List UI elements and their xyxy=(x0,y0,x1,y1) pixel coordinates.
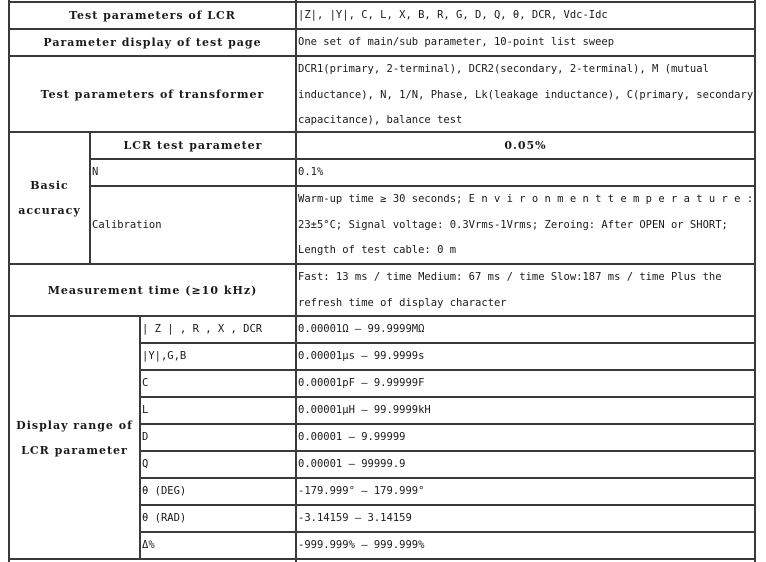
row-label-param-display: Parameter display of test page xyxy=(43,36,262,49)
basic-accuracy-line1: Basic xyxy=(30,179,69,192)
basic-accuracy-line2: accuracy xyxy=(18,204,81,217)
range-value: -3.14159 — 3.14159 xyxy=(298,512,412,524)
row-value-param-display: One set of main/sub parameter, 10-point list sweep xyxy=(298,36,615,48)
range-param: |Y|,G,B xyxy=(142,350,187,362)
lcr-test-param-value: 0.05% xyxy=(504,139,547,152)
range-param: C xyxy=(142,377,149,389)
range-param: θ (RAD) xyxy=(142,512,187,524)
row-value-transformer-params: DCR1(primary, 2-terminal), DCR2(secondary, 2-terminal), M (mutual inductance), N, 1/N, Phase, Lk(leakage inductance), C(primary, secondary capacitance), balance test xyxy=(298,63,754,126)
range-value: -999.999% — 999.999% xyxy=(298,539,425,551)
n-accuracy-label: N xyxy=(92,166,99,178)
range-param: Δ% xyxy=(142,539,155,551)
n-accuracy-value: 0.1% xyxy=(298,166,324,178)
range-value: 0.00001 — 99999.9 xyxy=(298,458,406,470)
display-range-line2: LCR parameter xyxy=(21,443,128,457)
display-range-line1: Display range of xyxy=(16,418,133,432)
measurement-time-value: Fast: 13 ms / time Medium: 67 ms / time Slow:187 ms / time Plus the refresh time of display character xyxy=(298,271,722,309)
range-value: -179.999° — 179.999° xyxy=(298,485,425,497)
range-param: | Z | , R , X , DCR xyxy=(142,323,263,335)
calibration-value: Warm-up time ≥ 30 seconds; E n v i r o n m e n t t e m p e r a t u r e : 23±5°C; Signal voltage: 0.3Vrms-1Vrms; Zeroing: After OPEN or SHORT; Length of test cable: 0 m xyxy=(298,193,754,256)
range-value: 0.00001μs — 99.9999s xyxy=(298,350,425,362)
row-label-transformer-params: Test parameters of transformer xyxy=(40,87,265,101)
display-range-label xyxy=(10,317,139,558)
range-value: 0.00001Ω — 99.9999MΩ xyxy=(298,323,425,335)
measurement-time-label: Measurement time (≥10 kHz) xyxy=(47,283,258,297)
calibration-label: Calibration xyxy=(92,218,162,231)
range-value: 0.00001μH — 99.9999kH xyxy=(298,404,431,416)
range-param: θ (DEG) xyxy=(142,485,187,497)
range-param: Q xyxy=(142,458,149,470)
range-param: D xyxy=(142,431,149,443)
basic-accuracy-label xyxy=(10,133,89,263)
lcr-test-param-label: LCR test parameter xyxy=(123,139,263,152)
range-value: 0.00001 — 9.99999 xyxy=(298,431,406,443)
range-value: 0.00001pF — 9.99999F xyxy=(298,377,425,389)
row-label-lcr-params: Test parameters of LCR xyxy=(69,9,236,22)
range-param: L xyxy=(142,404,149,416)
row-value-lcr-params: |Z|, |Y|, C, L, X, B, R, G, D, Q, θ, DCR, Vdc-Idc xyxy=(298,9,608,21)
